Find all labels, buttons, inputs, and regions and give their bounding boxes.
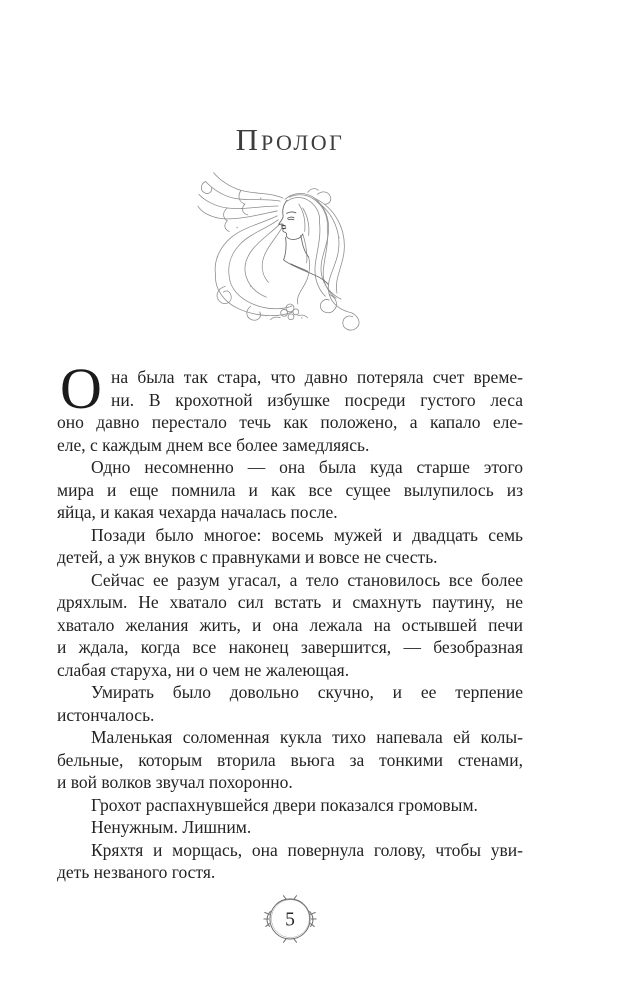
page-number: 5 [285, 909, 295, 931]
text-line: детей, а уж внуков с правнуками и вовсе не счесть. [57, 547, 438, 567]
text-line: Одно несомненно — она была куда старше этого [91, 457, 523, 477]
paragraph [57, 456, 523, 524]
text-line: мира и еще помнила и как все сущее вылупилось из [57, 479, 523, 500]
text-line: слабая старуха, ни о чем не жалеющая. [57, 659, 350, 680]
text-line: истончалось. [57, 704, 155, 725]
laurel-circle-icon [262, 890, 318, 948]
text-line: Позади было многое: восемь мужей и двадцать семь [91, 524, 523, 545]
text-line: яйца, и какая чехарда началась после. [57, 502, 338, 522]
text-line: Маленькая соломенная кукла тихо напевала ей колы- [91, 727, 523, 747]
text-line: Ненужным. Лишним. [91, 817, 252, 837]
paragraph [57, 356, 523, 456]
text-line: хватало желания жить, и она лежала на остывшей печи [57, 614, 523, 635]
chapter-illustration [57, 168, 523, 348]
paragraph [57, 681, 523, 726]
text-line: оно давно перестало течь как положено, а капало еле- [57, 412, 523, 432]
woman-illustration [192, 168, 388, 346]
text-line: еле, с каждым днем все более замедляясь. [57, 434, 370, 455]
drop-cap: О [60, 356, 102, 421]
body-text [57, 356, 523, 884]
text-line: бельные, которым вторила вьюга за тонкими стенами, [57, 749, 523, 770]
text-line: ни. В крохотной избушке посреди густого леса [111, 389, 523, 410]
text-line: Умирать было довольно скучно, и ее терпение [91, 682, 523, 702]
text-line: Грохот распахнувшейся двери показался громовым. [91, 794, 478, 815]
paragraph [57, 839, 523, 884]
text-line: дряхлым. Не хватало сил встать и смахнуть паутину, не [57, 592, 523, 612]
paragraph [57, 794, 523, 817]
paragraph [57, 816, 523, 839]
paragraph [57, 726, 523, 794]
chapter-heading: ПРОЛОГ [235, 122, 345, 157]
text-line: Кряхтя и морщась, она повернула голову, чтобы уви- [91, 839, 523, 860]
text-line: Сейчас ее разум угасал, а тело становилось все более [91, 569, 523, 590]
text-line: на была так стара, что давно потеряла счет време- [111, 367, 523, 387]
paragraph [57, 569, 523, 682]
text-line: и вой волков звучал похоронно. [57, 772, 293, 792]
text-line: и ждала, когда все наконец завершится, — безобразная [57, 637, 523, 657]
page-number-ornament [57, 890, 523, 948]
paragraph [57, 524, 523, 569]
text-line: деть незваного гостя. [57, 862, 216, 882]
